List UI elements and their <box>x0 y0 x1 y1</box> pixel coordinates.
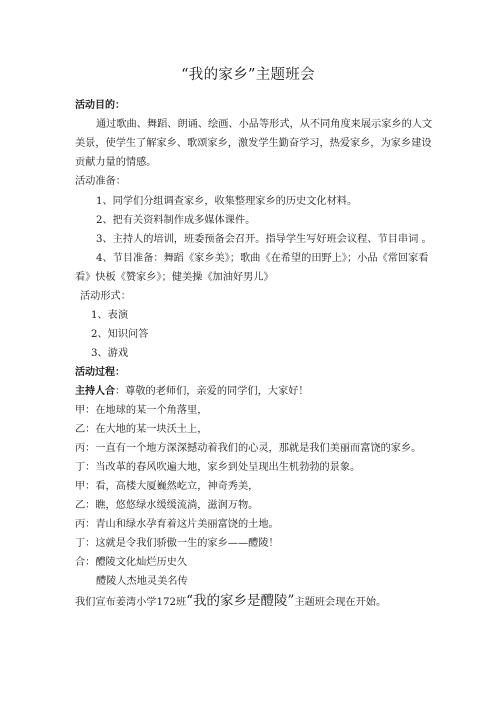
dialogue-line: 丁：当改革的春风吹遍大地，家乡到处呈现出生机勃勃的景象。 <box>75 462 361 473</box>
dialogue-line: 丙：青山和绿水孕育着这片美丽富饶的土地。 <box>75 519 279 530</box>
dialogue-line: 丁：这就是令我们骄傲一生的家乡——醴陵！ <box>75 538 279 549</box>
purpose-line: 通过歌曲、舞蹈、朗诵、绘画、小品等形式，从不同角度来展示家乡的人文 <box>96 119 433 130</box>
dialogue-line: 甲：看，高楼大厦巍然屹立，神奇秀美， <box>75 481 259 492</box>
purpose-heading: 活动目的： <box>75 100 125 111</box>
preparation-item: 1、同学们分组调查家乡，收集整理家乡的历史文化材料。 <box>96 196 358 207</box>
dialogue-line: 乙：在大地的某一块沃土上， <box>75 424 208 435</box>
process-heading: 活动过程： <box>75 367 125 378</box>
format-item: 3、游戏 <box>91 348 129 359</box>
preparation-item: 3、主持人的培训，班委预备会召开。指导学生写好班会议程、节目串词 。 <box>96 234 432 245</box>
dialogue-line-continued: 醴陵人杰地灵美名传 <box>96 576 188 587</box>
page-title: “我的家乡”主题班会 <box>181 67 315 83</box>
host-label: 主持人合 <box>75 386 115 397</box>
format-item: 1、表演 <box>91 310 129 321</box>
purpose-line: 美景，使学生了解家乡、歌颂家乡，激发学生勤奋学习，热爱家乡，为家乡建设 <box>75 138 432 149</box>
preparation-item: 2、把有关资料制作成多媒体课件。 <box>96 215 256 226</box>
format-item: 2、知识问答 <box>91 329 149 340</box>
preparation-heading: 活动准备： <box>75 176 126 187</box>
dialogue-line: 丙：一直有一个地方深深撼动着我们的心灵，那就是我们美丽而富饶的家乡。 <box>75 443 422 454</box>
format-heading: 活动形式： <box>80 291 131 302</box>
dialogue-line: 合：醴陵文化灿烂历史久 <box>75 557 188 568</box>
closing-post: 主题班会现在开始。 <box>294 597 387 608</box>
closing-emphasis: “我的家乡是醴陵” <box>186 593 295 609</box>
host-text: ：尊敬的老师们，亲爱的同学们，大家好！ <box>115 386 309 397</box>
closing-pre: 我们宣布姜湾小学172班 <box>75 597 187 608</box>
closing-line <box>75 592 386 612</box>
dialogue-line: 乙：瞧，悠悠绿水缓缓流淌，滋润万物。 <box>75 500 259 511</box>
host-line <box>75 385 309 399</box>
dialogue-line: 甲：在地球的某一个角落里， <box>75 405 208 416</box>
purpose-line: 贡献力量的情感。 <box>75 157 157 168</box>
preparation-item: 4、节目准备：舞蹈《家乡美》；歌曲《在希望的田野上》；小品《常回家看 <box>96 253 429 264</box>
preparation-item-continued: 看》快板《赞家乡》；健美操《加油好男儿》 <box>75 272 274 283</box>
